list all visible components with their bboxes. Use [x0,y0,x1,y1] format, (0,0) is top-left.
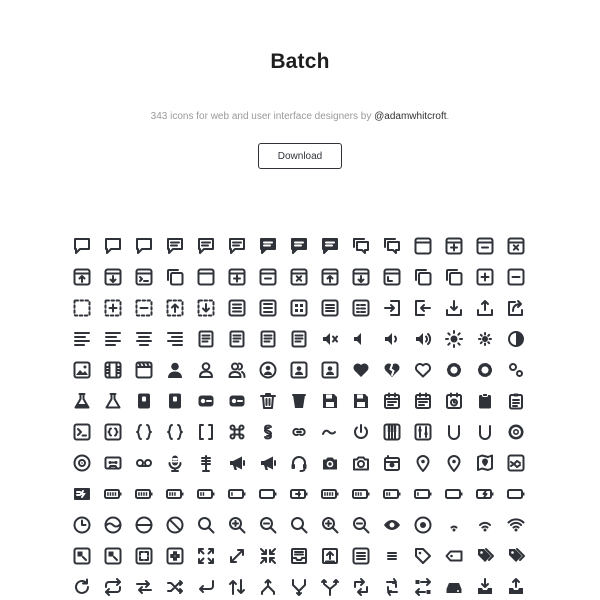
dashed-upload-icon [165,298,185,318]
clipboard-list-icon [506,391,526,411]
battery-empty-icon [258,484,278,504]
window-download-icon [351,267,371,287]
list-square-icon [227,298,247,318]
switch-icon [134,391,154,411]
download-box-icon [475,577,495,597]
window-blank-icon [196,267,216,287]
braces-icon [165,422,185,442]
collapse-icon [258,546,278,566]
fork-icon [320,577,340,597]
forbidden-icon [165,515,185,535]
headset-icon [289,453,309,473]
clock-icon [72,515,92,535]
swap-vertical-icon [227,577,247,597]
window-add-icon [227,267,247,287]
dashed-plus-icon [103,298,123,318]
windows-stack-icon [165,267,185,287]
doc-text-icon [227,329,247,349]
piano-icon [382,422,402,442]
user-icon [165,360,185,380]
lines-icon [382,546,402,566]
doc-text-icon [289,329,309,349]
speech-bubble-icon [103,236,123,256]
volume-mute-icon [320,329,340,349]
camera-outline-icon [351,453,371,473]
dashed-square-icon [72,298,92,318]
swap-arrows-icon [351,577,371,597]
disc-icon [506,422,526,442]
magnet-icon [444,422,464,442]
inbox-down-icon [289,546,309,566]
battery-low-icon [413,484,433,504]
link-icon [289,422,309,442]
window-close-icon [289,267,309,287]
magnet-icon [475,422,495,442]
icon-grid [72,236,532,597]
braces-icon [134,422,154,442]
speech-bubble-filled-icon [289,236,309,256]
resize-small-icon [72,546,92,566]
window-icon [413,236,433,256]
resize-small-icon [103,546,123,566]
megaphone-icon [258,453,278,473]
window-remove-icon [475,236,495,256]
camera-retro-icon [382,453,402,473]
tag-outline-icon [444,546,464,566]
half-circle-icon [134,515,154,535]
heart-outline-icon [413,360,433,380]
cup-icon [289,391,309,411]
speech-bubbles-icon [351,236,371,256]
power-icon [351,422,371,442]
dashed-download-icon [196,298,216,318]
windows-stack-icon [413,267,433,287]
eye-outline-icon [413,515,433,535]
volume-off-icon [351,329,371,349]
sliders-icon [413,422,433,442]
command-icon [227,422,247,442]
dashed-minus-icon [134,298,154,318]
toggle-icon [196,391,216,411]
zoom-in-icon [227,515,247,535]
map-icon [506,453,526,473]
inbox-lines-icon [351,546,371,566]
speech-bubble-icon [72,236,92,256]
flask-outline-icon [103,391,123,411]
window-add-icon [444,236,464,256]
floppy-icon [320,391,340,411]
megaphone-icon [227,453,247,473]
pin-icon [444,453,464,473]
user-card-icon [289,360,309,380]
shuffle-icon [165,577,185,597]
window-console-icon [134,267,154,287]
clapperboard-icon [134,360,154,380]
speech-bubble-filled-icon [258,236,278,256]
cassette-icon [103,453,123,473]
wifi-mid-icon [475,515,495,535]
refresh-icon [72,577,92,597]
battery-empty-icon [444,484,464,504]
windows-stack-icon [444,267,464,287]
users-icon [227,360,247,380]
tagline [0,111,600,122]
repeat-icon [134,577,154,597]
page-title: Batch [270,50,330,73]
speech-bubbles-icon [382,236,402,256]
zoom-out-icon [351,515,371,535]
user-card-icon [320,360,340,380]
wifi-low-icon [444,515,464,535]
calendar-icon [382,391,402,411]
expand-icon [196,546,216,566]
battery-low-icon [227,484,247,504]
minus-square-icon [506,267,526,287]
floppy-icon [351,391,371,411]
gears-icon [506,360,526,380]
doc-text-icon [196,329,216,349]
clipboard-icon [475,391,495,411]
toggle-icon [227,391,247,411]
sun-icon [444,329,464,349]
camera-icon [320,453,340,473]
search-icon [289,515,309,535]
heart-icon [351,360,371,380]
film-icon [103,360,123,380]
window-upload-icon [72,267,92,287]
pin-icon [413,453,433,473]
list-checks-icon [351,298,371,318]
author-link[interactable]: @adamwhitcroft [374,111,447,122]
battery-full-icon [134,484,154,504]
window-close-icon [506,236,526,256]
fullscreen-exit-icon [165,546,185,566]
battery-empty-icon [506,484,526,504]
tagline-text: 343 icons for web and user interface designers by [150,111,372,122]
hdd-icon [444,577,464,597]
plus-square-icon [475,267,495,287]
voicemail-icon [134,453,154,473]
battery-full-icon [103,484,123,504]
grid-four-icon [289,298,309,318]
window-upload-icon [320,267,340,287]
battery-bolt-icon [475,484,495,504]
align-left-icon [72,329,92,349]
heart-broken-icon [382,360,402,380]
align-center-icon [134,329,154,349]
expand-arrow-icon [227,546,247,566]
battery-high-icon [351,484,371,504]
trash-icon [258,391,278,411]
battery-plug-icon [289,484,309,504]
calendar-clock-icon [444,391,464,411]
eye-icon [382,515,402,535]
battery-half-icon [382,484,402,504]
sign-in-icon [382,298,402,318]
merge-icon [258,577,278,597]
speech-bubble-icon [134,236,154,256]
volume-low-icon [382,329,402,349]
battery-high-icon [165,484,185,504]
align-right-icon [165,329,185,349]
user-outline-icon [196,360,216,380]
battery-half-icon [196,484,216,504]
sign-out-icon [413,298,433,318]
switch-icon [165,391,185,411]
inbox-up-icon [320,546,340,566]
tagline-end: . [446,111,450,122]
align-left-icon [103,329,123,349]
doc-text-icon [258,329,278,349]
flask-icon [72,391,92,411]
grid-nine-icon [258,298,278,318]
gear-icon [444,360,464,380]
image-icon [72,360,92,380]
share-icon [506,298,526,318]
fullscreen-icon [134,546,154,566]
split-icon [289,577,309,597]
loop-icon [103,577,123,597]
terminal-icon [72,422,92,442]
upload-tray-icon [475,298,495,318]
download-button[interactable]: Download [258,143,342,169]
contrast-icon [506,329,526,349]
user-circle-icon [258,360,278,380]
tag-icon [413,546,433,566]
transfer-icon [413,577,433,597]
tags-icon [475,546,495,566]
zoom-out-icon [258,515,278,535]
sun-small-icon [475,329,495,349]
microphone-stand-icon [196,453,216,473]
disc-outline-icon [72,453,92,473]
calendar-icon [413,391,433,411]
gauge-icon [103,515,123,535]
speech-bubble-lines-icon [165,236,185,256]
code-box-icon [103,422,123,442]
map-pin-icon [475,453,495,473]
tilde-icon [320,422,340,442]
battery-charge-icon [72,484,92,504]
gear-icon [475,360,495,380]
download-tray-icon [444,298,464,318]
return-icon [196,577,216,597]
speech-bubble-lines-icon [196,236,216,256]
speech-bubble-lines-icon [227,236,247,256]
window-remove-icon [258,267,278,287]
window-corner-icon [382,267,402,287]
zoom-in-icon [320,515,340,535]
section-icon [258,422,278,442]
battery-full-icon [320,484,340,504]
wifi-full-icon [506,515,526,535]
upload-box-icon [506,577,526,597]
search-icon [196,515,216,535]
tags-icon [506,546,526,566]
speech-bubble-filled-icon [320,236,340,256]
rotate-arrows-icon [382,577,402,597]
window-download-icon [103,267,123,287]
microphone-icon [165,453,185,473]
list-rows-icon [320,298,340,318]
brackets-icon [196,422,216,442]
volume-high-icon [413,329,433,349]
